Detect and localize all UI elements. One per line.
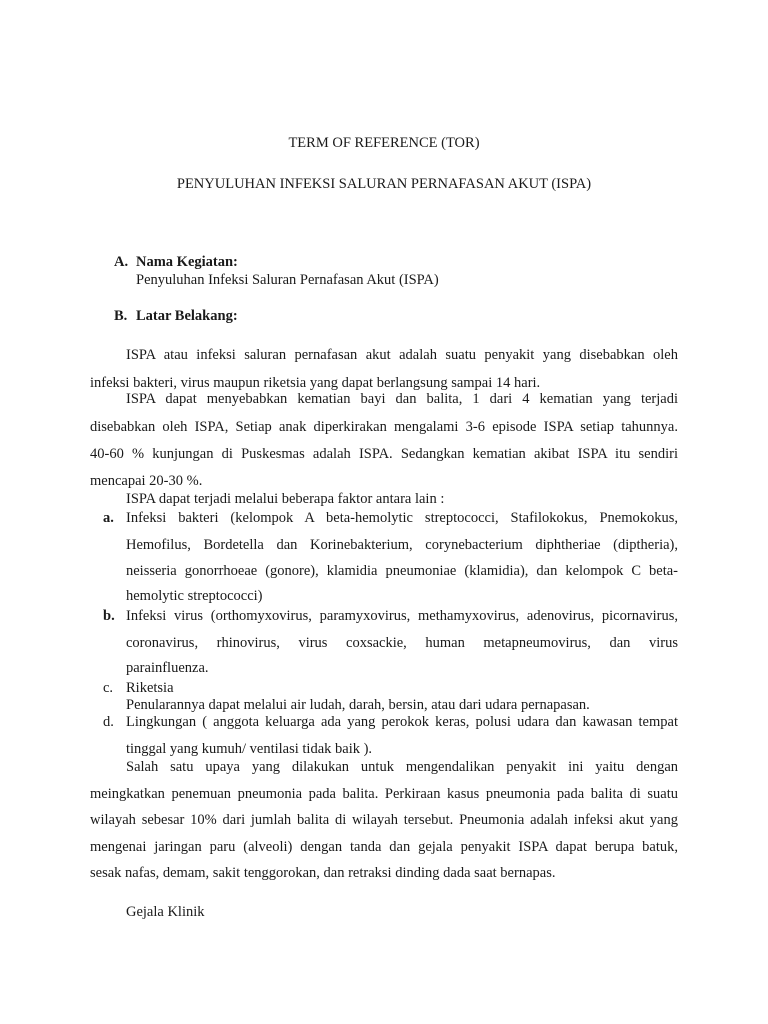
list-item-b-line-2: coronavirus, rhinovirus, virus coxsackie, human metapneumovirus, dan virus — [126, 635, 678, 651]
para1-line-1: ISPA atau infeksi saluran pernafasan akut adalah suatu penyakit yang disebabkan oleh — [126, 347, 678, 363]
para2-line-2: disebabkan oleh ISPA, Setiap anak diperkirakan mengalami 3-6 episode ISPA setiap tahunnya. — [90, 419, 678, 435]
document-subtitle: PENYULUHAN INFEKSI SALURAN PERNAFASAN AKUT (ISPA) — [176, 176, 592, 192]
list-marker-c: c. — [103, 680, 114, 696]
para2-line-3: 40-60 % kunjungan di Puskesmas adalah ISPA. Sedangkan kematian akibat ISPA itu sendiri — [90, 446, 678, 462]
para1-line-2: infeksi bakteri, virus maupun riketsia yang dapat berlangsung sampai 14 hari. — [90, 375, 541, 391]
list-marker-d: d. — [103, 714, 114, 730]
list-marker-a: a. — [103, 510, 114, 526]
list-item-d-line-2: tinggal yang kumuh/ ventilasi tidak baik ). — [126, 741, 373, 757]
para3-line-3: wilayah sebesar 10% dari jumlah balita di wilayah tersebut. Pneumonia adalah infeksi akut yang — [90, 812, 678, 828]
section-b-heading: Latar Belakang: — [136, 308, 238, 324]
para2-line-1: ISPA dapat menyebabkan kematian bayi dan balita, 1 dari 4 kematian yang terjadi — [126, 391, 678, 407]
section-a-heading: Nama Kegiatan: — [136, 254, 238, 270]
para3-line-1: Salah satu upaya yang dilakukan untuk mengendalikan penyakit ini yaitu dengan — [126, 759, 678, 775]
gejala-klinik-heading: Gejala Klinik — [126, 904, 205, 920]
section-b-marker: B. — [114, 308, 128, 324]
list-item-a-line-2: Hemofilus, Bordetella dan Korinebakterium, corynebacterium diphtheriae (diptheria), — [126, 537, 678, 553]
list-item-c-line-2: Penularannya dapat melalui air ludah, darah, bersin, atau dari udara pernapasan. — [126, 697, 590, 713]
list-item-a-line-3: neisseria gonorrhoeae (gonore), klamidia pneumoniae (klamidia), dan kelompok C beta- — [126, 563, 678, 579]
list-item-d-line-1: Lingkungan ( anggota keluarga ada yang perokok keras, polusi udara dan kawasan tempat — [126, 714, 678, 730]
document-title: TERM OF REFERENCE (TOR) — [288, 135, 480, 151]
list-item-b-line-3: parainfluenza. — [126, 660, 209, 676]
list-item-a-line-4: hemolytic streptococci) — [126, 588, 263, 604]
list-item-b-line-1: Infeksi virus (orthomyxovirus, paramyxovirus, methamyxovirus, adenovirus, picornavirus, — [126, 608, 678, 624]
para3-line-5: sesak nafas, demam, sakit tenggorokan, dan retraksi dinding dada saat bernapas. — [90, 865, 556, 881]
para3-line-4: mengenai jaringan paru (alveoli) dengan tanda dan gejala penyakit ISPA dapat berupa batuk, — [90, 839, 678, 855]
list-marker-b: b. — [103, 608, 115, 624]
list-item-a-line-1: Infeksi bakteri (kelompok A beta-hemolytic streptococci, Stafilokokus, Pnemokokus, — [126, 510, 678, 526]
para2-line-4: mencapai 20-30 %. — [90, 473, 203, 489]
factors-intro: ISPA dapat terjadi melalui beberapa faktor antara lain : — [126, 491, 445, 507]
section-a-body: Penyuluhan Infeksi Saluran Pernafasan Akut (ISPA) — [136, 272, 439, 288]
para3-line-2: meingkatkan penemuan pneumonia pada balita. Perkiraan kasus pneumonia pada balita di suatu — [90, 786, 678, 802]
list-item-c-line-1: Riketsia — [126, 680, 174, 696]
section-a-marker: A. — [114, 254, 129, 270]
